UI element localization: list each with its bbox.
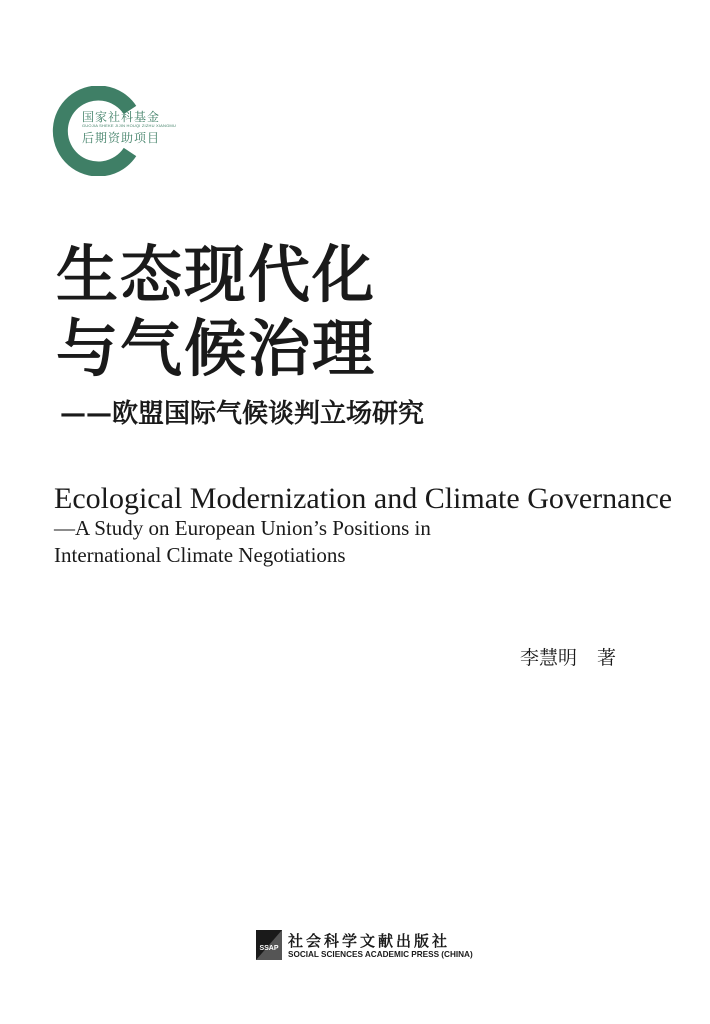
chinese-title [56, 238, 376, 386]
english-subtitle-line-2: International Climate Negotiations [54, 543, 346, 567]
publisher-name-cn: 社会科学文献出版社 [288, 932, 451, 950]
author-role: 著 [597, 647, 617, 669]
chinese-subtitle: ——欧盟国际气候谈判立场研究 [60, 399, 425, 429]
logo-text-pinyin: GUOJIA SHEKE JIJIN HOUQI ZIZHU XIANGMU [82, 123, 177, 128]
english-title: Ecological Modernization and Climate Governance [54, 482, 673, 515]
author-name: 李慧明 [520, 647, 578, 669]
ssap-logo-icon [256, 930, 282, 960]
chinese-title-line-2: 与气候治理 [56, 312, 377, 385]
logo-text-cn-top: 国家社科基金 [82, 110, 161, 124]
logo-text-cn-bottom: 后期资助项目 [82, 131, 161, 145]
english-subtitle-line-1: —A Study on European Union’s Positions in [54, 516, 431, 540]
chinese-title-line-1: 生态现代化 [56, 238, 377, 311]
svg-text:SSAP: SSAP [259, 945, 279, 952]
fund-logo [52, 86, 177, 176]
publisher [256, 928, 516, 964]
author [520, 643, 616, 670]
publisher-name-en: SOCIAL SCIENCES ACADEMIC PRESS (CHINA) [288, 950, 473, 959]
